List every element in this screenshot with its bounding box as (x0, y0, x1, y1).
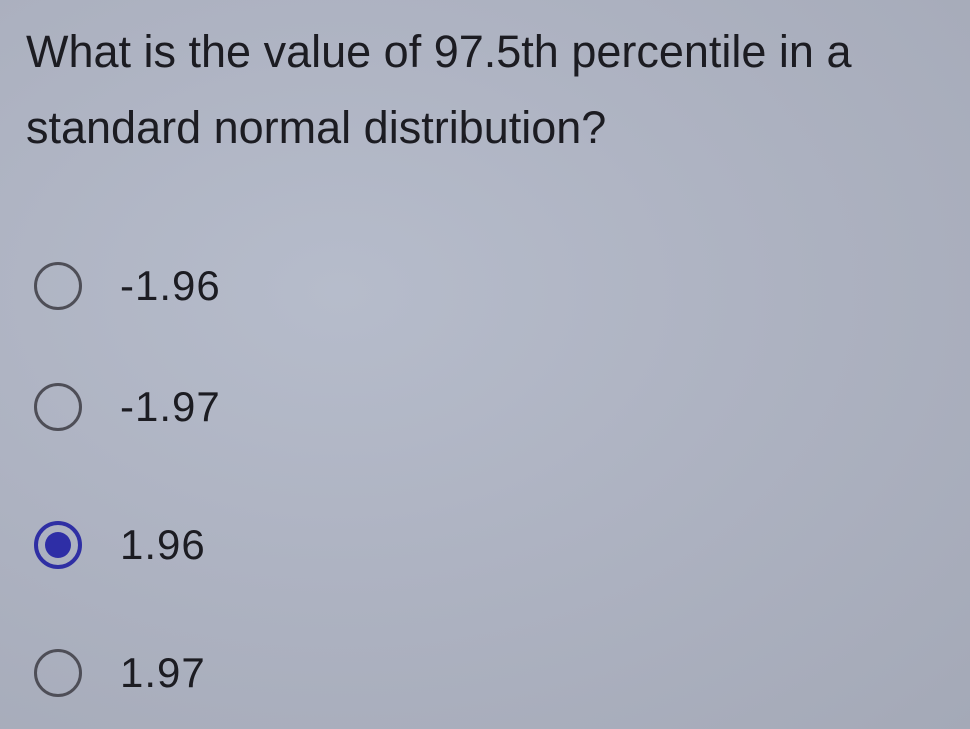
option-label: 1.97 (120, 649, 206, 696)
radio-button-unselected[interactable] (34, 262, 82, 310)
answer-option-1-97[interactable] (34, 643, 206, 703)
radio-selected-dot-icon (45, 532, 71, 558)
answer-option-neg-1-97[interactable] (34, 377, 221, 437)
question-text: What is the value of 97.5th percentile in a standard normal distribution? (26, 26, 852, 153)
option-label: 1.96 (120, 521, 206, 568)
radio-button-unselected[interactable] (34, 383, 82, 431)
option-label: -1.97 (120, 383, 221, 430)
option-label: -1.96 (120, 262, 221, 309)
radio-button-selected[interactable] (34, 521, 82, 569)
answer-option-1-96[interactable] (34, 515, 206, 575)
radio-button-unselected[interactable] (34, 649, 82, 697)
answer-option-neg-1-96[interactable] (34, 256, 221, 316)
